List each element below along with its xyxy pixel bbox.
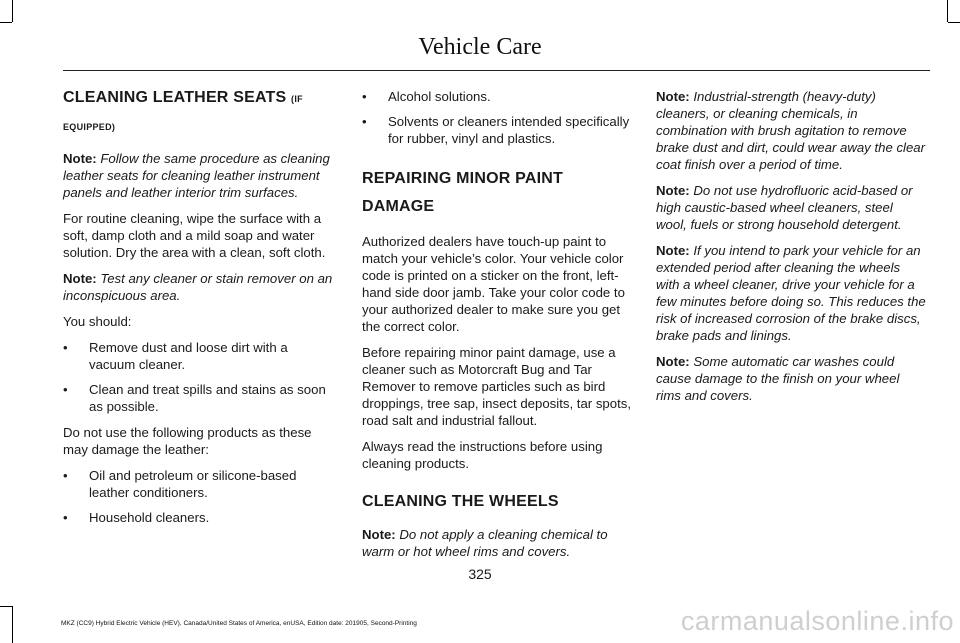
note-label: Note: [656,183,690,198]
crop-mark-top-right [947,0,948,22]
crop-mark-top-right-h [948,22,960,23]
note-hydrofluoric-acid [656,182,926,233]
note-text: Do not use hydrofluoric acid-based or high caustic-based wheel cleaners, steel wool, fuels or strong household detergent. [656,183,913,232]
heading-repairing-minor-paint-damage [362,165,632,221]
list-do-not-use [63,467,333,526]
list-you-should [63,339,333,415]
list-do-not-use-continued [362,88,632,147]
heading-paint-line-2: DAMAGE [362,198,435,215]
heading-cleaning-leather-seats [63,88,333,109]
column-3 [656,88,926,413]
page-header-title: Vehicle Care [418,34,542,60]
note-label: Note: [362,527,396,542]
list-item: • Alcohol solutions. [362,88,632,105]
crop-mark-top-left [12,0,13,22]
heading-leather-main: CLEANING LEATHER SEATS [63,89,292,106]
note-text: Do not apply a cleaning chemical to warm or hot wheel rims and covers. [362,527,608,559]
list-item: • Solvents or cleaners intended specifically for rubber, vinyl and plastics. [362,113,632,147]
column-1 [63,88,333,535]
note-label: Note: [656,243,690,258]
note-test-cleaner [63,270,333,304]
crop-mark-bottom-left [12,606,13,643]
list-item: • Household cleaners. [63,509,333,526]
watermark: carmanualsonline.info [680,606,954,636]
note-text: If you intend to park your vehicle for an extended period after cleaning the wheels with a wheel cleaner, drive your vehicle for a few minutes before doing so. This reduces the risk of increased corrosion of the brake discs, brake pads and linings. [656,243,926,343]
column-2 [362,88,632,569]
note-text: Some automatic car washes could cause damage to the finish on your wheel rims and covers. [656,354,900,403]
note-text: Follow the same procedure as cleaning leather seats for cleaning leather instrument panels and leather interior trim surfaces. [63,151,330,200]
paragraph-touch-up-paint: Authorized dealers have touch-up paint to match your vehicle’s color. Your vehicle color code is printed on a sticker on the front, left-hand side door jamb. Take your color code to your authorized dealer to make sure you get the correct color. [362,234,625,334]
list-item: • Remove dust and loose dirt with a vacuum cleaner. [63,339,333,373]
heading-cleaning-the-wheels: CLEANING THE WHEELS [362,493,559,510]
paragraph-you-should: You should: [63,314,132,329]
note-label: Note: [656,354,690,369]
note-label: Note: [63,151,97,166]
page-number: 325 [468,566,492,582]
note-label: Note: [63,271,97,286]
crop-mark-bottom-left-h [0,606,12,607]
header-divider [63,70,930,71]
heading-paint-line-1: REPAIRING MINOR PAINT [362,170,563,187]
note-industrial-cleaners [656,88,926,173]
list-item: • Clean and treat spills and stains as soon as possible. [63,381,333,415]
paragraph-routine-cleaning: For routine cleaning, wipe the surface with a soft, damp cloth and a mild soap and water solution. Dry the area with a clean, soft cloth. [63,211,326,260]
heading-leather-if: (IF [291,94,303,104]
note-warm-wheels [362,526,632,560]
paragraph-before-repairing: Before repairing minor paint damage, use a cleaner such as Motorcraft Bug and Tar Remover to remove particles such as bird droppings, tree sap, insect deposits, tar spots, road salt and industrial fallout. [362,345,632,428]
note-text: Industrial-strength (heavy-duty) cleaners, or cleaning chemicals, in combination with brush agitation to remove brake dust and dirt, could wear away the clear coat finish over a period of time. [656,89,926,172]
note-text: Test any cleaner or stain remover on an inconspicuous area. [63,271,333,303]
note-label: Note: [656,89,690,104]
footer-edition-info: MKZ (CC9) Hybrid Electric Vehicle (HEV), Canada/United States of America, enUSA, Edition date: 201905, Second-Printing [61,620,417,627]
heading-leather-equipped: EQUIPPED) [63,122,116,132]
crop-mark-top-left-h [0,22,12,23]
note-park-vehicle [656,242,926,344]
note-automatic-car-washes [656,353,926,404]
paragraph-read-instructions: Always read the instructions before using cleaning products. [362,439,603,471]
paragraph-do-not-use: Do not use the following products as these may damage the leather: [63,425,312,457]
note-leather-procedure [63,150,333,201]
list-item: • Oil and petroleum or silicone-based leather conditioners. [63,467,333,501]
